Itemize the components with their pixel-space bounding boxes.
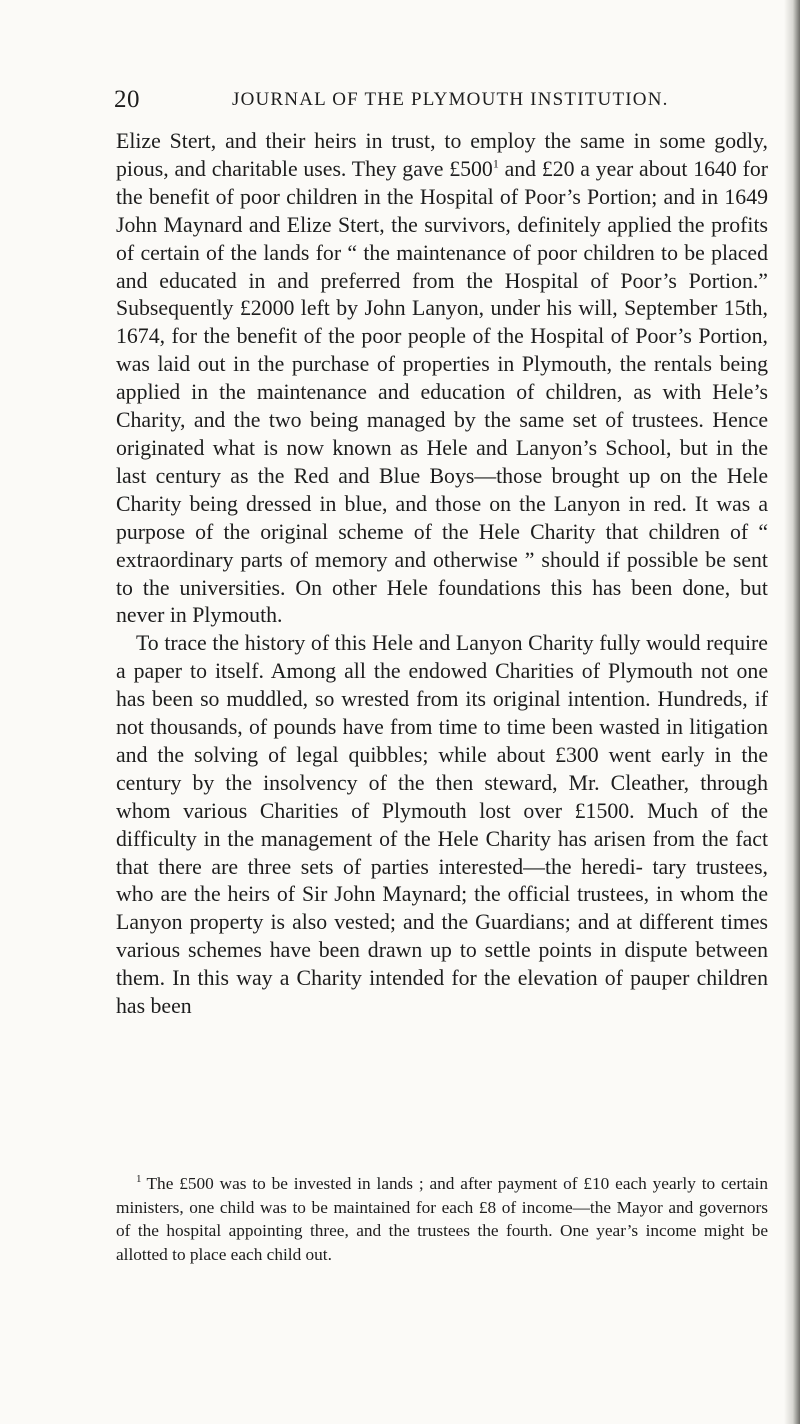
paragraph-1-part-b: and £20 a year about 1640 for the benefit of poor children in the Hospital of Poor’s Portion; and in 1649 John Maynard and Elize Stert, the survivors, definitely applied the profits of certain of the lands for “ the maintenance of poor children to be placed and educated in and preferred from the Hospital of Poor’s Portion.” Subsequently £2000 left by John Lanyon, under his will, September 15th, 1674, for the benefit of the poor people of the Hospital of Poor’s Portion, was laid out in the purchase of properties in Plymouth, the rentals being applied in the maintenance and education of children, as with Hele’s Charity, and the two being managed by the same set of trustees. Hence originated what is now known as Hele and Lanyon’s School, but in the last century as the Red and Blue Boys—those brought up on the Hele Charity being dressed in blue, and those on the Lanyon in red. It was a purpose of the original scheme of the Hele Charity that children of “ extraordinary parts of memory and otherwise ” should if possible be sent to the universities. On other Hele foundations this has been done, but never in Plymouth. bbox=[116, 156, 769, 628]
footnotes bbox=[116, 1172, 768, 1266]
footnote-text: The £500 was to be invested in lands ; and after payment of £10 each yearly to certain ministers, one child was to be maintained for each £8 of income—the Mayor and governors of the hospital appointing three, and the trustees the fourth. One year’s income might be allotted to place each child out. bbox=[116, 1174, 768, 1264]
footnote-marker: 1 bbox=[136, 1173, 142, 1186]
running-head bbox=[114, 86, 764, 114]
paragraph-2: To trace the history of this Hele and Lanyon Charity fully would require a paper to itself. Among all the endowed Charities of Plymouth not one has been so muddled, so wrested from its original intention. Hundreds, if not thousands, of pounds have from time to time been wasted in litigation and the solving of legal quibbles; while about £300 went early in the century by the insolvency of the then steward, Mr. Cleather, through whom various Charities of Plymouth lost over £1500. Much of the difficulty in the management of the Hele Charity has arisen from the fact that there are three sets of parties interested—the heredi- tary trustees, who are the heirs of Sir John Maynard; the official trustees, in whom the Lanyon property is also vested; and the Guardians; and at different times various schemes have been drawn up to settle points in dispute between them. In this way a Charity intended for the elevation of pauper children has been bbox=[116, 631, 768, 1019]
paragraph-1-part-a: Elize Stert, and their heirs in trust, to employ the same in some godly, pious, and charitable uses. They gave £500 bbox=[116, 129, 768, 181]
paragraph-1 bbox=[116, 128, 768, 630]
footnote-reference: 1 bbox=[492, 156, 499, 171]
page-number: 20 bbox=[114, 86, 140, 113]
body-text bbox=[116, 128, 768, 1021]
footnote-1 bbox=[116, 1172, 768, 1266]
page-edge-shadow bbox=[784, 0, 800, 1424]
journal-title: JOURNAL OF THE PLYMOUTH INSTITUTION. bbox=[232, 89, 669, 110]
